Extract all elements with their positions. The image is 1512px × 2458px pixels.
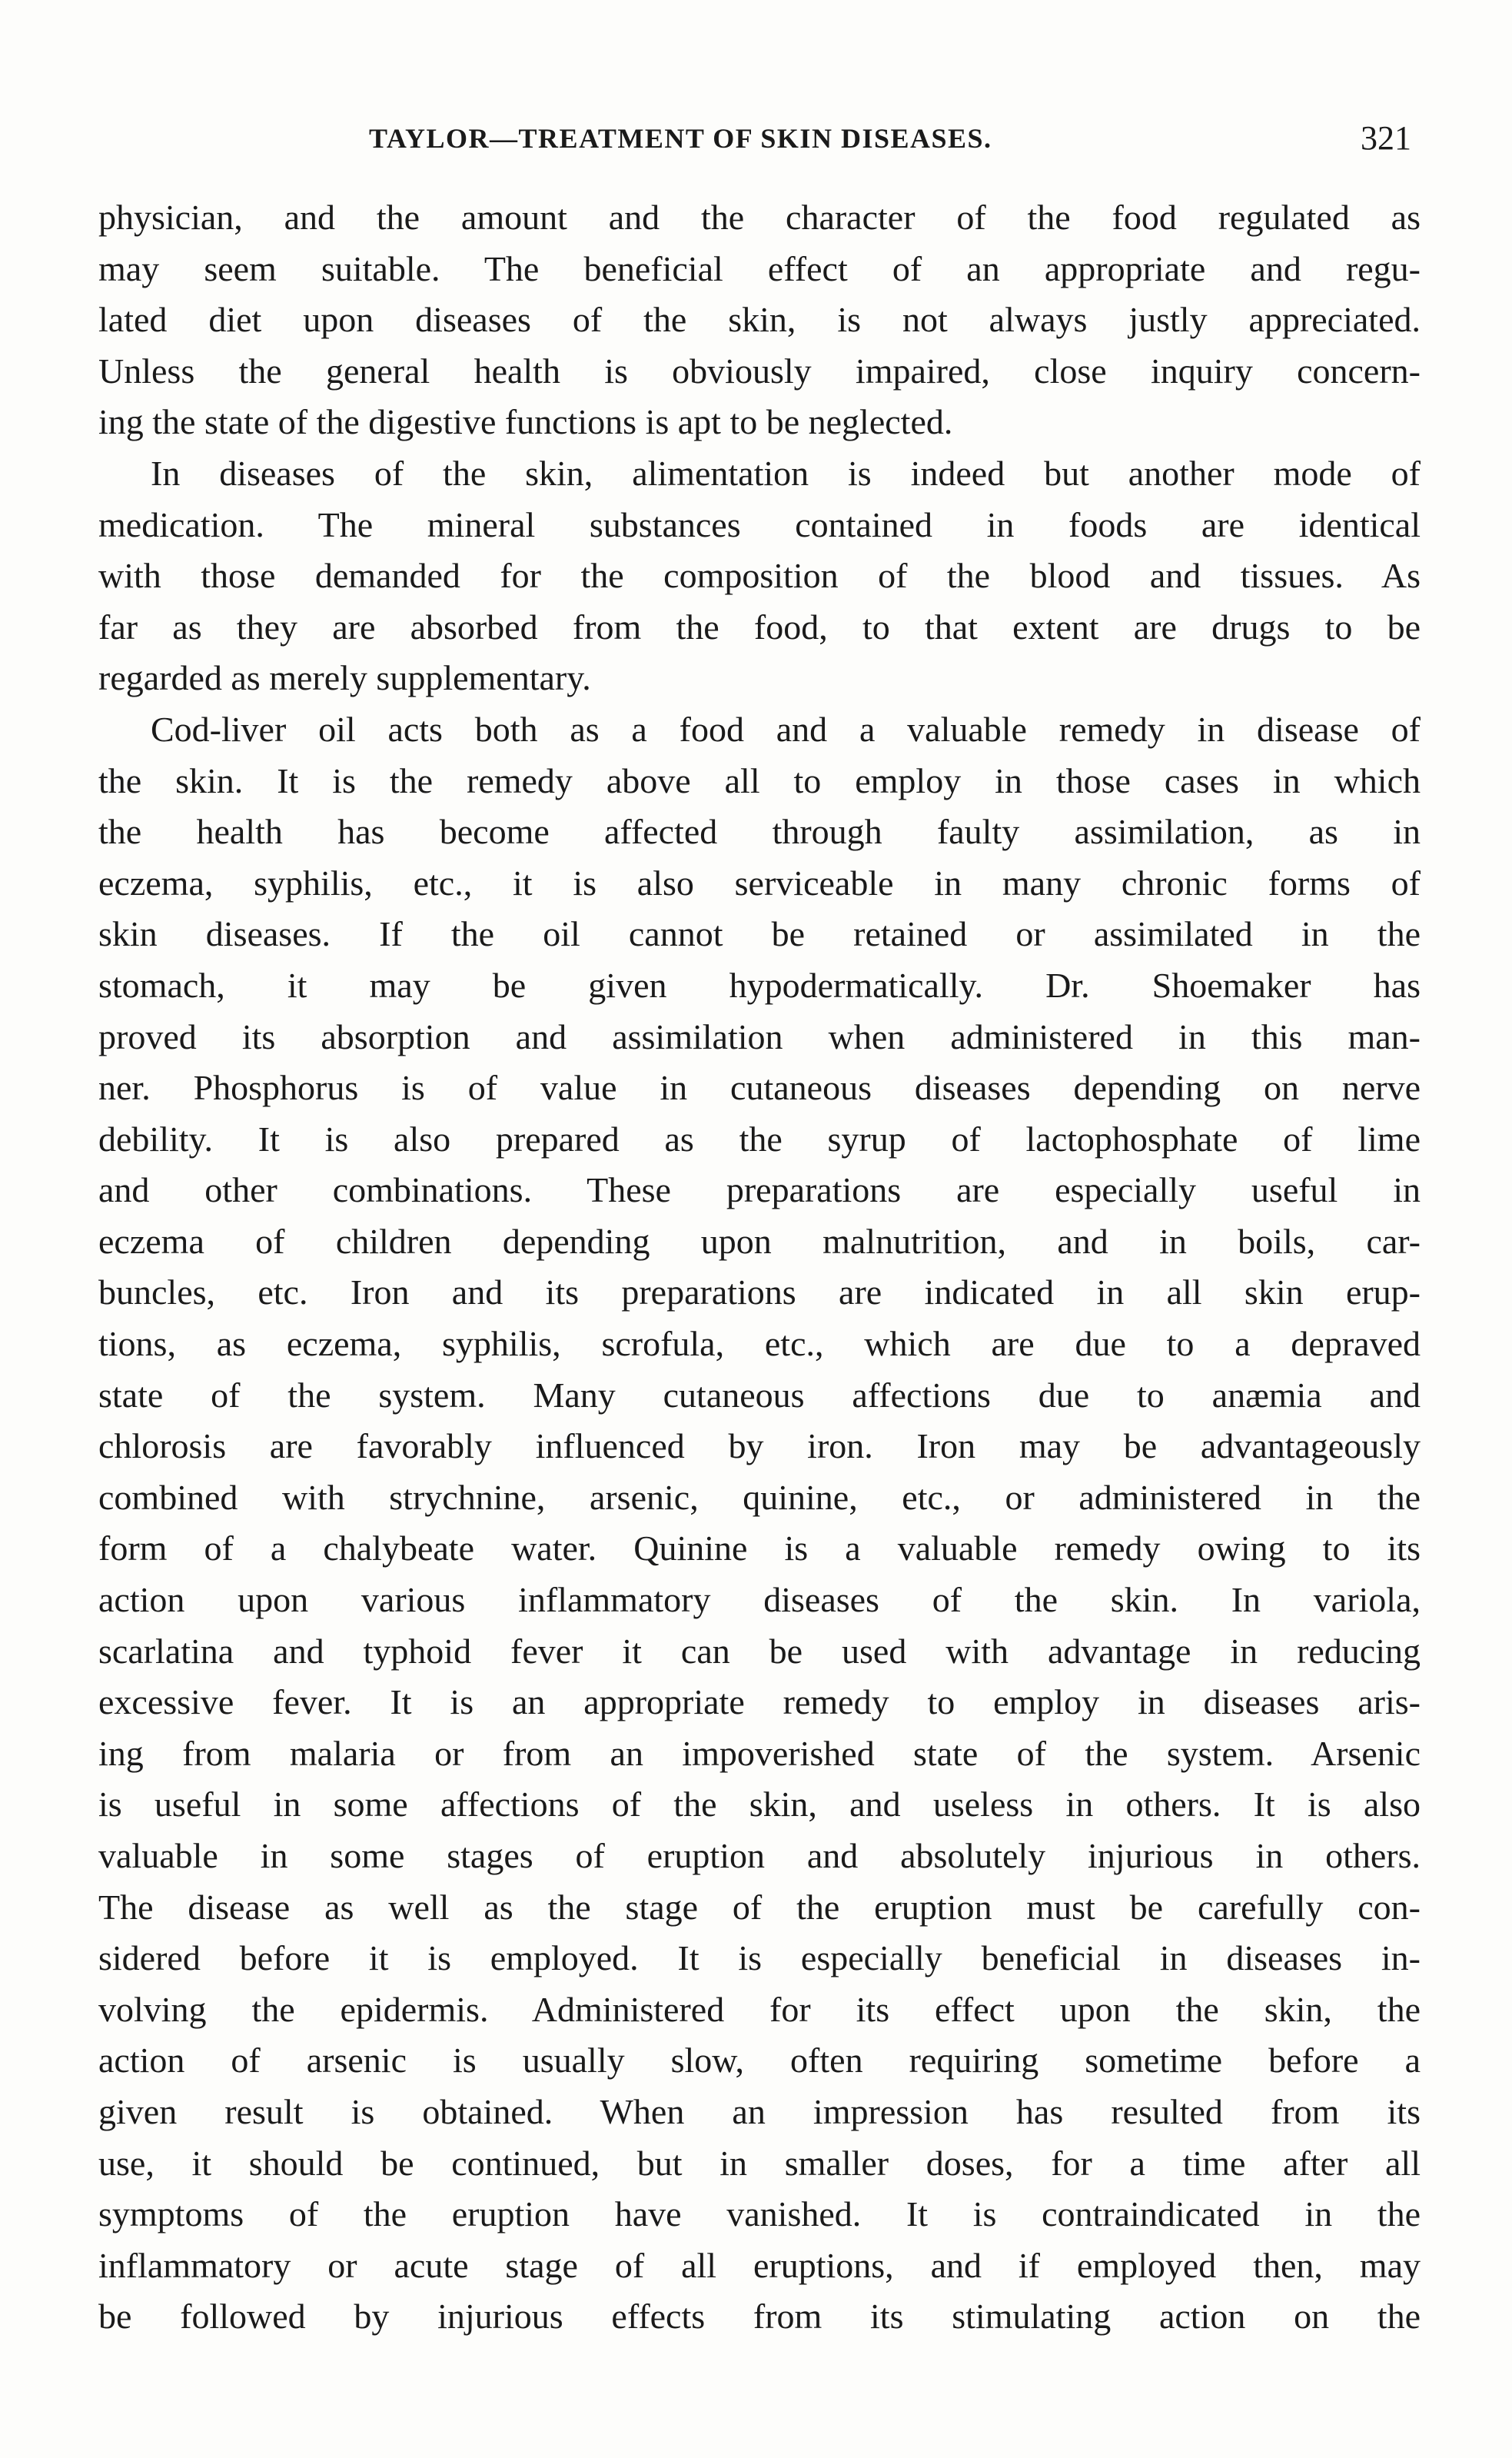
text-line: skin diseases. If the oil cannot be retained or assimilated in the bbox=[98, 914, 1421, 954]
text-line: scarlatina and typhoid fever it can be used with advantage in reducing bbox=[98, 1631, 1421, 1671]
text-line: use, it should be continued, but in smaller doses, for a time after all bbox=[98, 2143, 1421, 2183]
text-line: inflammatory or acute stage of all eruptions, and if employed then, may bbox=[98, 2245, 1421, 2285]
body-text bbox=[98, 192, 1421, 2343]
text-line: valuable in some stages of eruption and absolutely injurious in others. bbox=[98, 1836, 1421, 1875]
text-line: is useful in some affections of the skin, and useless in others. It is also bbox=[98, 1784, 1421, 1824]
text-line: ing the state of the digestive functions is apt to be neglected. bbox=[98, 402, 953, 442]
text-line: eczema of children depending upon malnutrition, and in boils, car- bbox=[98, 1221, 1421, 1261]
text-line: state of the system. Many cutaneous affections due to anæmia and bbox=[98, 1375, 1421, 1415]
text-line: tions, as eczema, syphilis, scrofula, etc., which are due to a depraved bbox=[98, 1324, 1421, 1364]
text-line: volving the epidermis. Administered for its effect upon the skin, the bbox=[98, 1989, 1421, 2029]
text-line: given result is obtained. When an impression has resulted from its bbox=[98, 2091, 1421, 2131]
text-line: regarded as merely supplementary. bbox=[98, 658, 591, 698]
text-line: with those demanded for the composition of the blood and tissues. As bbox=[98, 556, 1421, 596]
text-line: proved its absorption and assimilation when administered in this man- bbox=[98, 1016, 1421, 1056]
text-line: chlorosis are favorably influenced by iron. Iron may be advantageously bbox=[98, 1426, 1421, 1466]
text-line: Unless the general health is obviously impaired, close inquiry concern- bbox=[98, 351, 1421, 391]
text-line: action upon various inflammatory diseases of the skin. In variola, bbox=[98, 1580, 1421, 1620]
text-line: In diseases of the skin, alimentation is indeed but another mode of bbox=[151, 453, 1421, 493]
text-line: buncles, etc. Iron and its preparations are indicated in all skin erup- bbox=[98, 1272, 1421, 1312]
text-line: ner. Phosphorus is of value in cutaneous diseases depending on nerve bbox=[98, 1068, 1421, 1108]
running-head: TAYLOR—TREATMENT OF SKIN DISEASES. bbox=[369, 123, 992, 154]
text-line: Cod-liver oil acts both as a food and a valuable remedy in disease of bbox=[151, 709, 1421, 749]
text-line: action of arsenic is usually slow, often requiring sometime before a bbox=[98, 2041, 1421, 2080]
text-line: the health has become affected through faulty assimilation, as in bbox=[98, 812, 1421, 852]
text-line: the skin. It is the remedy above all to employ in those cases in which bbox=[98, 760, 1421, 800]
page-header bbox=[0, 115, 1512, 169]
text-line: sidered before it is employed. It is especially beneficial in diseases in- bbox=[98, 1938, 1421, 1978]
text-line: ing from malaria or from an impoverished state of the system. Arsenic bbox=[98, 1733, 1421, 1773]
text-line: stomach, it may be given hypodermatically. Dr. Shoemaker has bbox=[98, 965, 1421, 1005]
text-line: lated diet upon diseases of the skin, is not always justly appreciated. bbox=[98, 300, 1421, 340]
text-line: be followed by injurious effects from its stimulating action on the bbox=[98, 2297, 1421, 2337]
text-line: far as they are absorbed from the food, to that extent are drugs to be bbox=[98, 607, 1421, 647]
page-number: 321 bbox=[1361, 119, 1411, 157]
text-line: combined with strychnine, arsenic, quinine, etc., or administered in the bbox=[98, 1477, 1421, 1517]
text-line: and other combinations. These preparations are especially useful in bbox=[98, 1170, 1421, 1210]
text-line: debility. It is also prepared as the syrup of lactophosphate of lime bbox=[98, 1119, 1421, 1159]
text-line: symptoms of the eruption have vanished. It is contraindicated in the bbox=[98, 2194, 1421, 2234]
text-line: may seem suitable. The beneficial effect of an appropriate and regu- bbox=[98, 248, 1421, 288]
text-line: eczema, syphilis, etc., it is also serviceable in many chronic forms of bbox=[98, 863, 1421, 903]
text-line: medication. The mineral substances contained in foods are identical bbox=[98, 504, 1421, 544]
text-line: excessive fever. It is an appropriate remedy to employ in diseases aris- bbox=[98, 1682, 1421, 1722]
text-line: form of a chalybeate water. Quinine is a valuable remedy owing to its bbox=[98, 1528, 1421, 1568]
text-line: The disease as well as the stage of the eruption must be carefully con- bbox=[98, 1887, 1421, 1927]
text-line: physician, and the amount and the character of the food regulated as bbox=[98, 198, 1421, 237]
